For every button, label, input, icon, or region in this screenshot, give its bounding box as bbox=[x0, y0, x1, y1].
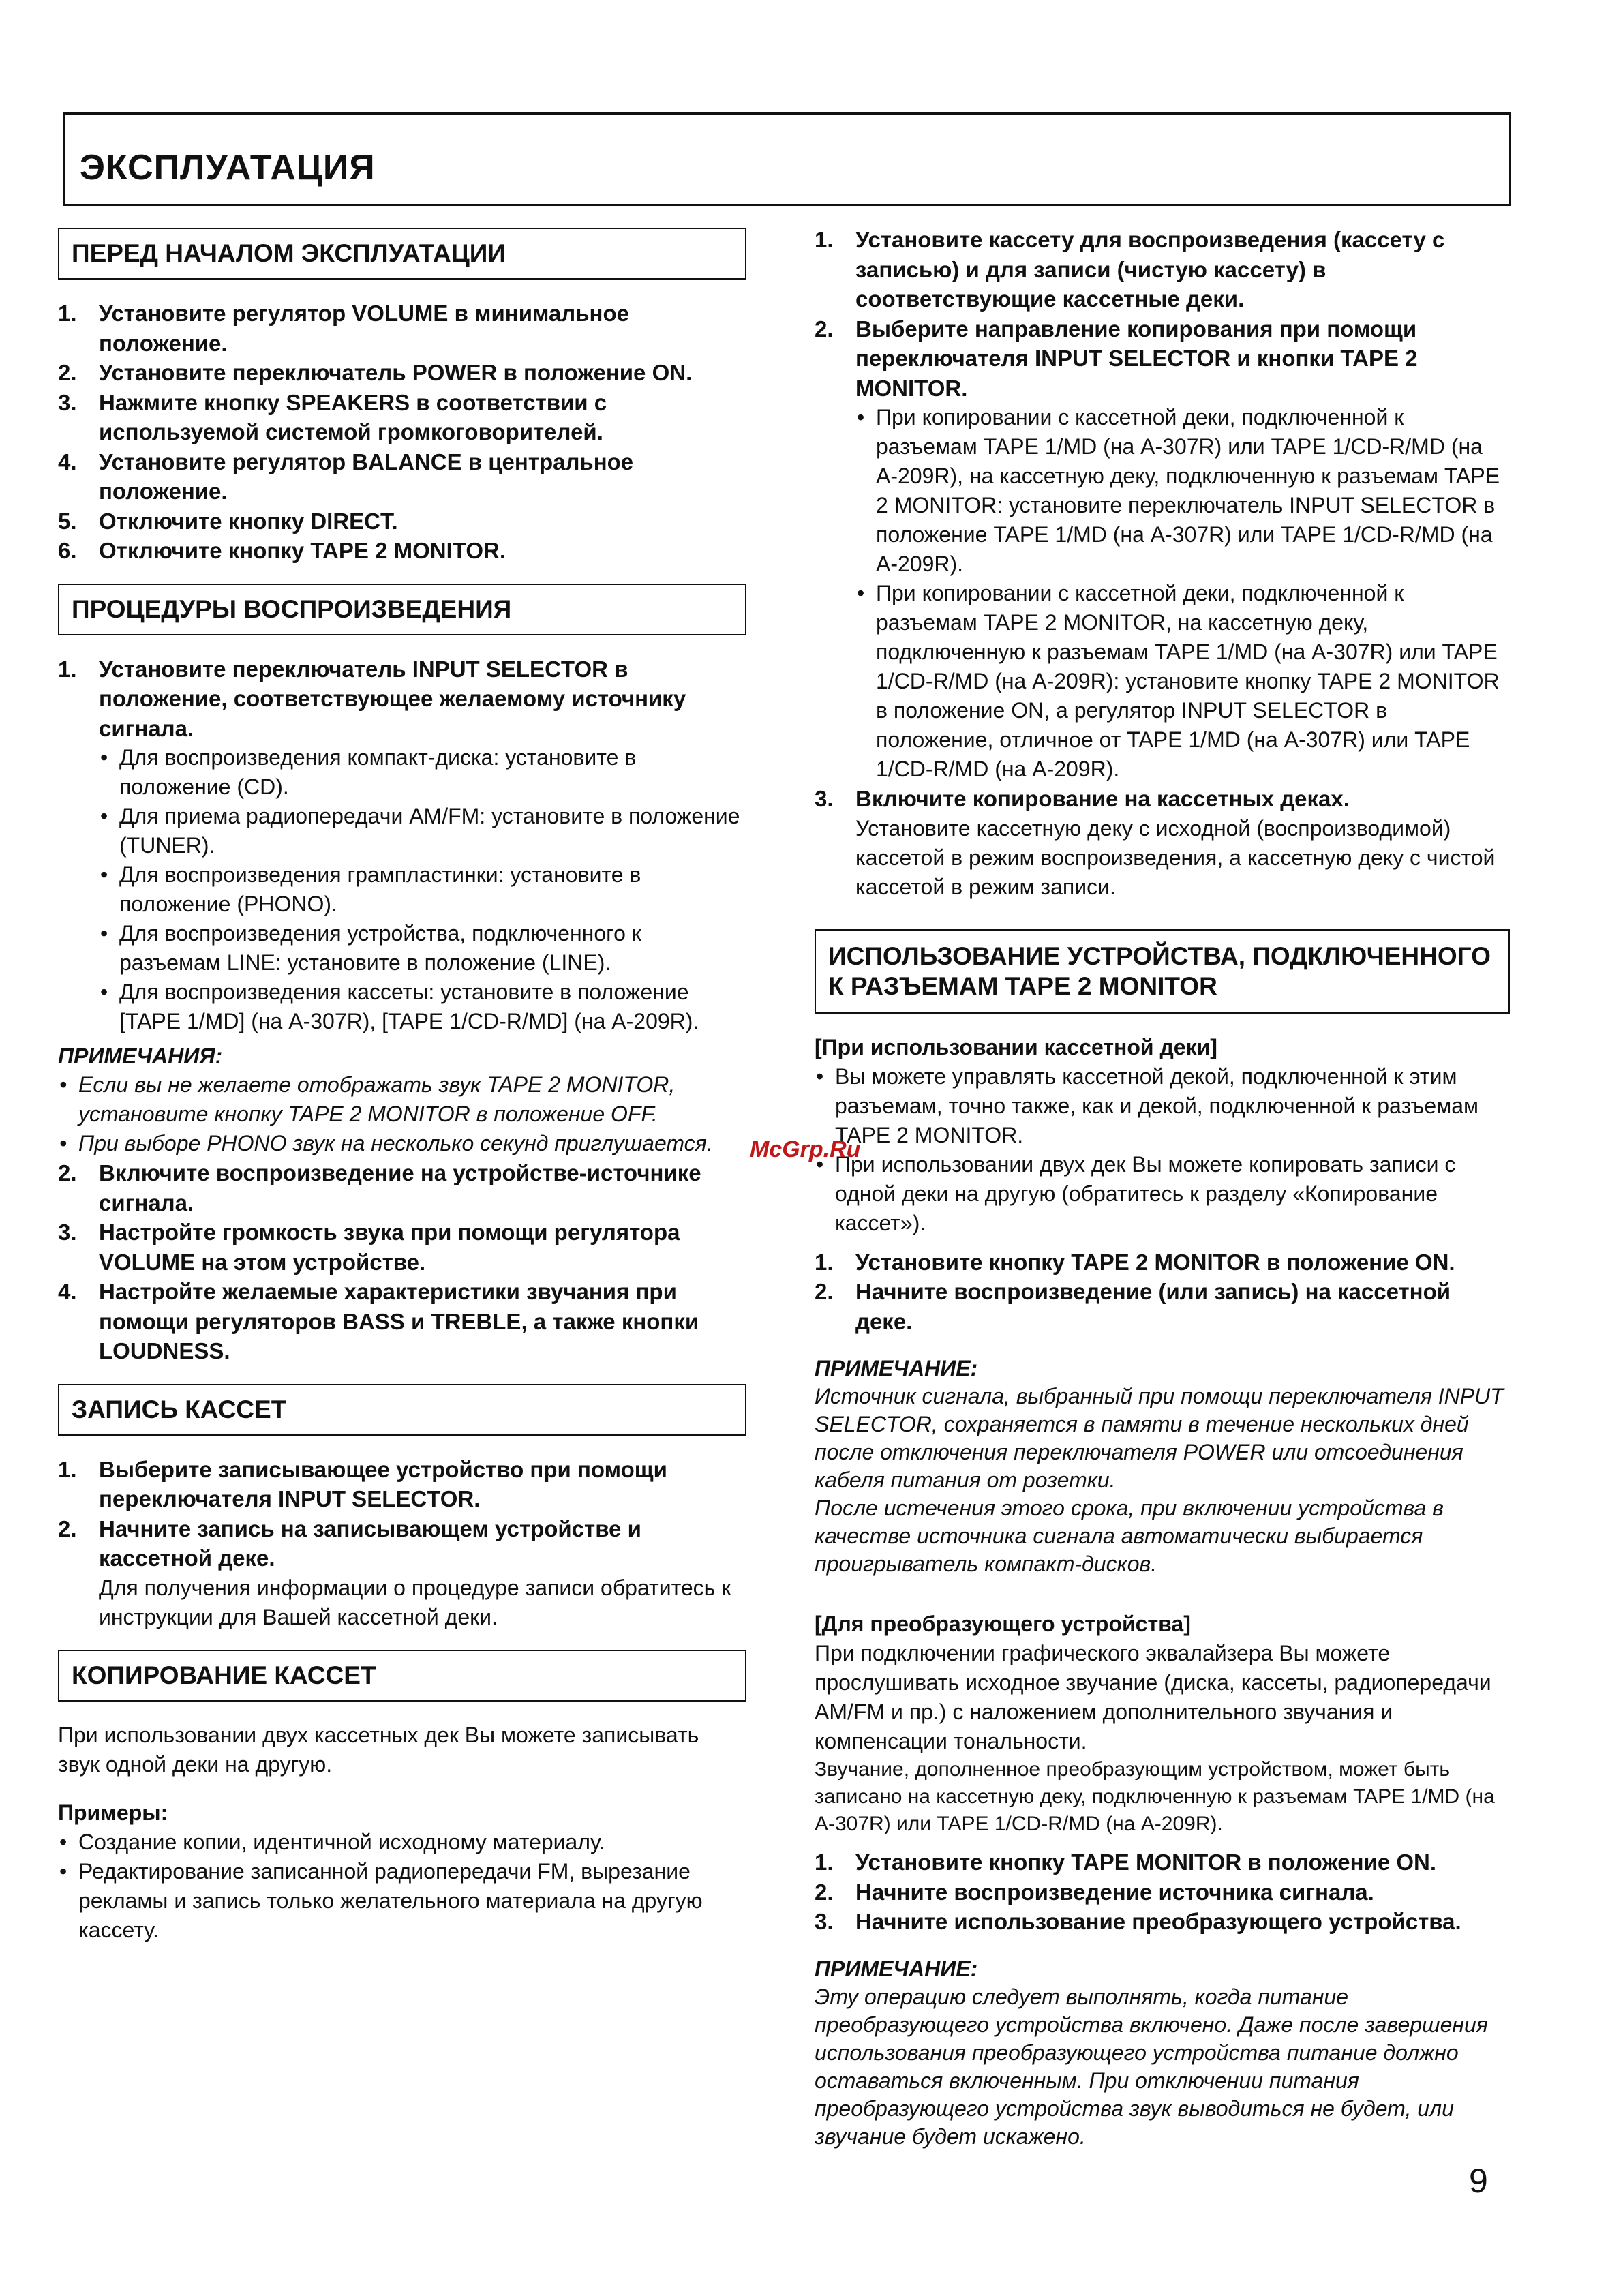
list-item: 1. Установите регулятор VOLUME в минимальное положение. bbox=[58, 301, 629, 356]
recording-steps bbox=[58, 1455, 746, 1632]
bullet-item: • При использовании двух дек Вы можете копировать записи с одной деки на другую (обратитесь к разделу «Копирование кассет»). bbox=[815, 1150, 1510, 1238]
source-bullets bbox=[99, 743, 746, 1036]
bullet-item: • Редактирование записанной радиопередачи FM, вырезание рекламы и запись только желательного материала на другую кассету. bbox=[58, 1857, 746, 1945]
list-item: 2. Начните воспроизведение источника сигнала. bbox=[815, 1879, 1374, 1905]
note-title: ПРИМЕЧАНИЕ: bbox=[815, 1956, 978, 1981]
left-column bbox=[58, 225, 746, 1945]
before-operation-steps bbox=[58, 299, 746, 566]
deck-title: [При использовании кассетной деки] bbox=[815, 1034, 1217, 1059]
list-item: 3. Начните использование преобразующего устройства. bbox=[815, 1909, 1461, 1934]
bullet-item: • Для воспроизведения грампластинки: установите в положение (PHONO). bbox=[99, 860, 746, 919]
watermark: McGrp.Ru bbox=[750, 1136, 861, 1162]
list-item: 3. Нажмите кнопку SPEAKERS в соответствии с используемой системой громкоговорителей. bbox=[58, 389, 607, 444]
note-text: Источник сигнала, выбранный при помощи переключателя INPUT SELECTOR, сохраняется в памяти в течение нескольких дней после отключения переключателя POWER или отсоединения кабеля питания от розетки. bbox=[815, 1384, 1504, 1492]
list-item: 1. Установите кассету для воспроизведения (кассету с записью) и для записи (чистую кассету) в соответствующие кассетные деки. bbox=[815, 227, 1445, 312]
heading-tape2-monitor: ИСПОЛЬЗОВАНИЕ УСТРОЙСТВА, ПОДКЛЮЧЕННОГО К РАЗЪЕМАМ TAPE 2 MONITOR bbox=[815, 929, 1510, 1014]
playback-notes bbox=[58, 1070, 746, 1158]
list-item: 1. Установите кнопку TAPE 2 MONITOR в положение ON. bbox=[815, 1249, 1455, 1275]
page-number: 9 bbox=[1469, 2162, 1488, 2200]
playback-steps-cont bbox=[58, 1158, 746, 1366]
heading-playback: ПРОЦЕДУРЫ ВОСПРОИЗВЕДЕНИЯ bbox=[58, 584, 746, 635]
notes-title: ПРИМЕЧАНИЯ: bbox=[58, 1044, 223, 1068]
heading-recording: ЗАПИСЬ КАССЕТ bbox=[58, 1384, 746, 1436]
list-item: 6. Отключите кнопку TAPE 2 MONITOR. bbox=[58, 538, 506, 563]
note-item: • При выборе PHONO звук на несколько секунд приглушается. bbox=[58, 1129, 746, 1158]
list-item: 4. Настройте желаемые характеристики звучания при помощи регуляторов BASS и TREBLE, а также кнопки LOUDNESS. bbox=[58, 1279, 699, 1363]
bullet-item: • Вы можете управлять кассетной декой, подключенной к этим разъемам, точно также, как и декой, подключенной к разъемам TAPE 2 MONITOR. bbox=[815, 1062, 1510, 1150]
converter-steps bbox=[815, 1847, 1510, 1937]
list-item: 1. Выберите записывающее устройство при помощи переключателя INPUT SELECTOR. bbox=[58, 1456, 667, 1511]
note-title: ПРИМЕЧАНИЕ: bbox=[815, 1356, 978, 1380]
list-item: 2. Установите переключатель POWER в положение ON. bbox=[58, 360, 693, 385]
recording-sub-text: Для получения информации о процедуре записи обратитесь к инструкции для Вашей кассетной деки. bbox=[99, 1575, 731, 1629]
list-item: 1. Установите переключатель INPUT SELECTOR в положение, соответствующее желаемому источнику сигнала. • Для воспроизведения компакт-диска: установите в положение (CD). • Для приема радиопередачи AM/FM: установите в положение (TUNER). • Для воспроизведения грампластинки: установите в положение (PHONO). • Для воспроизведения устройства, подключенного к разъемам LINE: установите в положение (LINE). • Для воспроизведения кассеты: установите в положение [TAPE 1/MD] (на А-307R), [TAPE 1/CD-R/MD] (на А-209R). bbox=[58, 654, 746, 1037]
list-item: 2. Выберите направление копирования при помощи переключателя INPUT SELECTOR и кнопки TAPE 2 MONITOR. • При копировании с кассетной деки, подключенной к разъемам TAPE 1/MD (на А-307R) или TAPE 1/CD-R/MD (на А-209R), на кассетную деку, подключенную к разъемам TAPE 2 MONITOR: установите переключатель INPUT SELECTOR в положение TAPE 1/MD (на А-307R) или TAPE 1/CD-R/MD (на А-209R). • При копировании с кассетной деки, подключенной к разъемам TAPE 2 MONITOR, на кассетную деку, подключенную к разъемам TAPE 1/MD (на А-307R) или TAPE 1/CD-R/MD (на А-209R): установите кнопку TAPE 2 MONITOR в положение ON, а регулятор INPUT SELECTOR в положение, отличное от TAPE 1/MD (на А-307R) или TAPE 1/CD-R/MD (на А-209R). bbox=[815, 314, 1510, 785]
right-column bbox=[815, 225, 1510, 2151]
list-item: 2. Начните запись на записывающем устройстве и кассетной деке. Для получения информации о процедуре записи обратитесь к инструкции для Вашей кассетной деки. bbox=[58, 1514, 746, 1632]
note-text: После истечения этого срока, при включении устройства в качестве источника сигнала автоматически выбирается проигрыватель компакт-дисков. bbox=[815, 1496, 1444, 1576]
section-title-box bbox=[63, 112, 1511, 206]
list-item: 3. Настройте громкость звука при помощи регулятора VOLUME на этом устройстве. bbox=[58, 1220, 680, 1275]
deck-bullets bbox=[815, 1062, 1510, 1238]
copy-direction-bullets bbox=[855, 403, 1510, 784]
note-text: Эту операцию следует выполнять, когда питание преобразующего устройства включено. Даже после завершения использования преобразующего устройства питание должно оставаться включенным. При отключении питания преобразующего устройства звук выводиться не будет, или звучание будет искажено. bbox=[815, 1984, 1488, 2149]
heading-copying: КОПИРОВАНИЕ КАССЕТ bbox=[58, 1650, 746, 1702]
list-item: 1. Установите кнопку TAPE MONITOR в положение ON. bbox=[815, 1849, 1437, 1875]
examples-title: Примеры: bbox=[58, 1800, 168, 1825]
converter-title: [Для преобразующего устройства] bbox=[815, 1612, 1191, 1636]
bullet-item: • Для воспроизведения компакт-диска: установите в положение (CD). bbox=[99, 743, 746, 802]
note-item: • Если вы не желаете отображать звук TAPE 2 MONITOR, установите кнопку TAPE 2 MONITOR в положение OFF. bbox=[58, 1070, 746, 1129]
copying-intro: При использовании двух кассетных дек Вы можете записывать звук одной деки на другую. bbox=[58, 1722, 699, 1777]
list-item: 5. Отключите кнопку DIRECT. bbox=[58, 508, 398, 534]
list-item: 2. Включите воспроизведение на устройстве-источнике сигнала. bbox=[58, 1160, 701, 1215]
converter-text: Звучание, дополненное преобразующим устройством, может быть записано на кассетную деку, подключенную к разъемам TAPE 1/MD (на А-307R) или TAPE 1/CD-R/MD (на А-209R). bbox=[815, 1758, 1495, 1835]
page-title: ЭКСПЛУАТАЦИЯ bbox=[80, 148, 376, 187]
bullet-item: • При копировании с кассетной деки, подключенной к разъемам TAPE 2 MONITOR, на кассетную деку, подключенную к разъемам TAPE 1/MD (на А-307R) или TAPE 1/CD-R/MD (на А-209R): установите кнопку TAPE 2 MONITOR в положение ON, а регулятор INPUT SELECTOR в положение, отличное от TAPE 1/MD (на А-307R) или TAPE 1/CD-R/MD (на А-209R). bbox=[855, 579, 1510, 784]
bullet-item: • Для воспроизведения устройства, подключенного к разъемам LINE: установите в положение (LINE). bbox=[99, 919, 746, 978]
bullet-item: • Для приема радиопередачи AM/FM: установите в положение (TUNER). bbox=[99, 802, 746, 860]
examples-list bbox=[58, 1828, 746, 1945]
converter-text: При подключении графического эквалайзера Вы можете прослушивать исходное звучание (диска, кассеты, радиопередачи AM/FM и пр.) с наложением дополнительного звучания и компенсации тональности. bbox=[815, 1641, 1491, 1753]
list-item: 2. Начните воспроизведение (или запись) на кассетной деке. bbox=[815, 1279, 1451, 1334]
copy-steps bbox=[815, 225, 1510, 902]
bullet-item: • Создание копии, идентичной исходному материалу. bbox=[58, 1828, 746, 1857]
bullet-item: • Для воспроизведения кассеты: установите в положение [TAPE 1/MD] (на А-307R), [TAPE 1/CD-R/MD] (на А-209R). bbox=[99, 978, 746, 1036]
list-item: 4. Установите регулятор BALANCE в центральное положение. bbox=[58, 449, 634, 504]
list-item: 3. Включите копирование на кассетных деках. Установите кассетную деку с исходной (воспроизводимой) кассетой в режим воспроизведения, а кассетную деку с чистой кассетой в режим записи. bbox=[815, 784, 1510, 902]
copy-step3-sub: Установите кассетную деку с исходной (воспроизводимой) кассетой в режим воспроизведения, а кассетную деку с чистой кассетой в режим записи. bbox=[855, 815, 1496, 899]
heading-before-operation: ПЕРЕД НАЧАЛОМ ЭКСПЛУАТАЦИИ bbox=[58, 228, 746, 280]
playback-steps bbox=[58, 654, 746, 1037]
deck-steps bbox=[815, 1248, 1510, 1337]
bullet-item: • При копировании с кассетной деки, подключенной к разъемам TAPE 1/MD (на А-307R) или TAPE 1/CD-R/MD (на А-209R), на кассетную деку, подключенную к разъемам TAPE 2 MONITOR: установите переключатель INPUT SELECTOR в положение TAPE 1/MD (на А-307R) или TAPE 1/CD-R/MD (на А-209R). bbox=[855, 403, 1510, 579]
